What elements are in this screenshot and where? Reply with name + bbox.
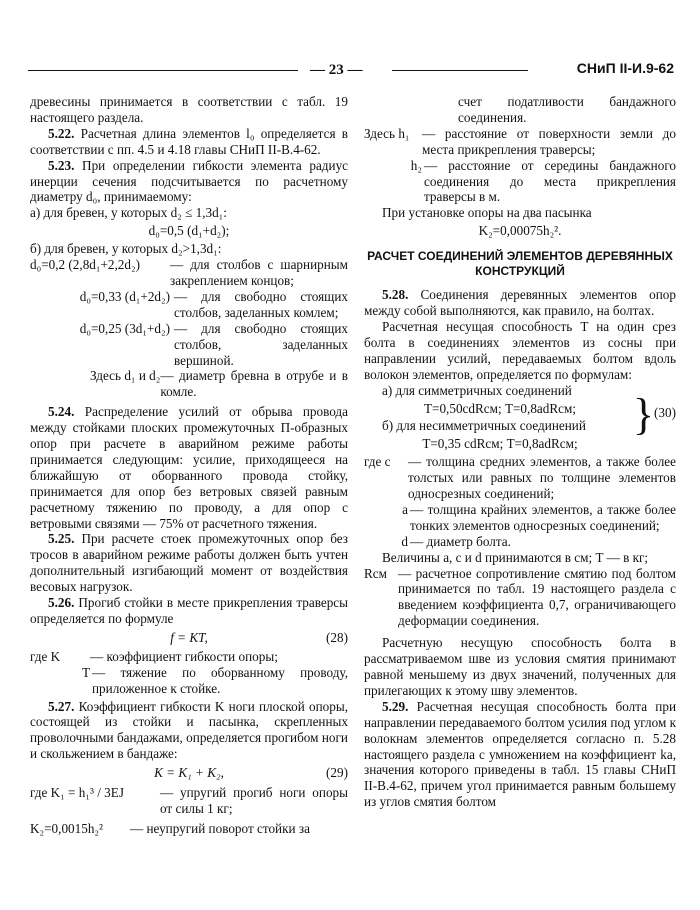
clause-text: При определении гибкости элемента радиус инерции сечения подсчитывается по расчетному диаметру d₀, принимаемому: (30, 157, 349, 205)
clause-number: 5.28. (382, 287, 409, 303)
definition-row (30, 368, 348, 400)
definition-label: K₂=0,0015h₂² (30, 820, 103, 836)
paragraph: Величины a, c и d принимаются в см; T — в кг; (382, 549, 649, 565)
formula: d₀=0,33 (d₁+2d₂) (79, 288, 170, 304)
definition-row (364, 126, 676, 158)
clause-5-28 (364, 287, 676, 319)
clause-text: Расчетная длина элементов l₀ определяется в соответствии с пп. 4.5 и 4.18 главы СНиП II-В.4-62. (30, 125, 349, 157)
definition-row (364, 454, 676, 502)
clause-number: 5.25. (48, 531, 75, 547)
formula-row (30, 289, 348, 321)
clause-text: При расчете стоек промежуточных опор без тросов в аварийном режиме работы должен быть учтен дополнительный изгибающий момент от воздействия весовых нагрузок. (30, 531, 348, 595)
formula-k2: K₂=0,00075h₂². (478, 223, 562, 239)
equation-29 (30, 765, 348, 781)
clause-number: 5.23. (48, 157, 75, 173)
formula: T=0,50cdRсм; T=0,8adRсм; (423, 400, 577, 416)
definition-label: Здесь d₁ и d₂ (90, 368, 161, 384)
equation-number: (30) (654, 404, 676, 420)
formula-description: — для свободно стоящих столбов, заделанных вершиной. (174, 320, 348, 368)
definition-row (364, 502, 676, 534)
definition-label: Rсм (364, 565, 387, 581)
clause-5-26 (30, 595, 348, 627)
definition-row (30, 649, 348, 665)
paragraph: Расчетную несущую способность болта в рассматриваемом шве из условия смятия принимают равной меньшему из двух значений, полученных для прилегающих к этому шву элементов. (364, 635, 676, 698)
header-rule-right (392, 70, 528, 71)
formula-description: — для столбов с шарнирным закреплением концов; (170, 257, 348, 288)
equation-28 (30, 630, 348, 646)
formula: f = KT, (170, 629, 208, 645)
clause-5-22 (30, 126, 348, 158)
definition-label: T (81, 664, 90, 680)
formula: d₀=0,25 (3d₁+d₂) (79, 320, 170, 336)
definition-text: — толщина крайних элементов, а также более тонких элементов односрезных соединений; (410, 501, 676, 533)
case-b: б) для несимметричных соединений (382, 418, 586, 434)
formula-row (30, 257, 348, 289)
formula-description: — для свободно стоящих столбов, заделанных комлем; (174, 288, 348, 320)
page-number: — 23 — (310, 62, 363, 78)
definition-label: a (402, 501, 408, 517)
definition-label: где K (30, 648, 61, 664)
definition-text: — упругий прогиб ноги опоры от силы 1 кг; (160, 785, 348, 816)
definition-row (364, 158, 676, 206)
formula: T=0,35 cdRсм; T=0,8adRсм; (422, 436, 578, 452)
definition-text: — неупругий поворот стойки за (130, 820, 310, 836)
left-column (30, 94, 348, 837)
definition-label: d (401, 533, 408, 549)
clause-number: 5.29. (382, 698, 409, 714)
definition-row (30, 785, 348, 817)
formula: d₀=0,2 (2,8d₁+2,2d₂) (30, 257, 140, 273)
definition-text: — расчетное сопротивление смятию под болтом принимается по табл. 19 настоящего раздела с введением коэффициента 0,7, ограничивающего деформации соединения. (398, 565, 676, 629)
definition-text: — расстояние от поверхности земли до места прикрепления траверсы; (422, 125, 676, 157)
clause-number: 5.24. (48, 404, 75, 420)
definition-label: Здесь h₁ (364, 125, 410, 141)
paragraph: Расчетная несущая способность T на один срез болта в соединениях элементов из сосны при направлении усилий, передаваемых болтом вдоль волокон элементов, определяется по формулам: (364, 318, 676, 382)
clause-5-24 (30, 404, 348, 531)
section-heading: РАСЧЕТ СОЕДИНЕНИЙ ЭЛЕМЕНТОВ ДЕРЕВЯННЫХ КОНСТРУКЦИЙ (367, 249, 673, 279)
clause-5-23 (30, 158, 348, 206)
definition-label: где K₁ = h₁³ / 3EJ (30, 785, 124, 801)
definition-text: — толщина средних элементов, а также более толстых или равных по толщине элементов односрезных соединений; (408, 454, 676, 502)
clause-number: 5.26. (48, 595, 75, 611)
clause-5-25 (30, 531, 348, 595)
clause-number: 5.27. (48, 698, 75, 714)
document-code: СНиП II-И.9-62 (576, 60, 674, 76)
definition-text: — тяжение по оборванному проводу, приложенное к стойке. (92, 664, 348, 696)
case-a: а) для бревен, у которых d₂ ≤ 1,3d₁: (30, 205, 227, 221)
case-b: б) для бревен, у которых d₂>1,3d₁: (30, 241, 222, 257)
clause-5-27 (30, 699, 348, 763)
definition-row (364, 566, 676, 630)
formula-d0: d₀=0,5 (d₁+d₂); (148, 223, 230, 239)
brace: } (632, 389, 654, 439)
definition-text: — расстояние от середины бандажного соединения до места прикрепления траверсы в м. (424, 157, 676, 205)
definition-row (30, 821, 348, 837)
clause-number: 5.22. (48, 125, 75, 141)
definition-text: — диаметр бревна в отрубе и в комле. (160, 368, 348, 400)
equation-number: (29) (326, 765, 348, 781)
header-rule-left (28, 70, 298, 71)
definition-row (364, 534, 676, 550)
formula: K = K₁ + K₂, (154, 765, 224, 781)
clause-text: Соединения деревянных элементов опор между собой выполняются, как правило, на болтах. (364, 287, 676, 319)
clause-text: Расчетная несущая способность болта при направлении передаваемого болтом усилия под углом к волокнам элементов определяется согласно п. 5.28 настоящего раздела с умножением на коэффициент kа, значения которого приведены в табл. 15 главы СНиП II-В.4-62, причем угол принимается равным большему из углов смятия болтом (364, 698, 676, 810)
right-column (364, 94, 676, 810)
paragraph: При установке опоры на два пасынка (382, 205, 592, 221)
case-a: а) для симметричных соединений (382, 382, 572, 398)
definition-row (30, 665, 348, 697)
definition-text: — диаметр болта. (410, 533, 511, 549)
formula-row (30, 321, 348, 369)
definition-text: — коэффициент гибкости опоры; (90, 648, 278, 664)
page-header (0, 0, 700, 90)
paragraph: древесины принимается в соответствии с табл. 19 настоящего раздела. (30, 94, 348, 125)
clause-text: Распределение усилий от обрыва провода между стойками плоских промежуточных П-образных опор при расчете в аварийном режиме работы принимается следующим: усилие, приходящееся на ближайшую от оборванного провода стойку, принимается для опор без ветровых связей равным расчетному тяжению по проводу, а для опор с ветровыми связями — 75% от расчетного тяжения. (30, 404, 348, 531)
clause-5-29 (364, 699, 676, 810)
equation-30-group (364, 383, 676, 453)
continuation-text: счет податливости бандажного соединения. (458, 94, 676, 125)
clause-text: Прогиб стойки в месте прикрепления траверсы определяется по формуле (30, 595, 349, 626)
clause-text: Коэффициент гибкости K ноги плоской опоры, состоящей из стойки и пасынка, скрепленных проволочными бандажами, определяется прогибом ноги и скольжением в бандаже: (30, 698, 348, 762)
definition-label: где c (364, 454, 391, 470)
equation-number: (28) (326, 629, 348, 645)
definition-label: h₂ (410, 157, 422, 173)
